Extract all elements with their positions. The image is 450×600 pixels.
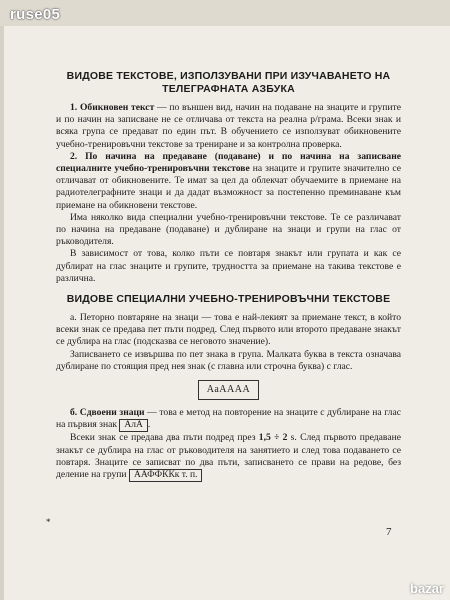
paragraph-1-lead: 1. Обикновен текст bbox=[70, 102, 155, 113]
example-box-2: АлА bbox=[119, 419, 147, 432]
margin-mark: * bbox=[46, 517, 51, 527]
interval-value: 1,5 ÷ 2 bbox=[258, 432, 288, 444]
paragraph-7-text: — това е метод на повторение на знаците с дублиране на глас на първия знак bbox=[56, 407, 401, 431]
bottom-watermark: bazar bbox=[410, 581, 444, 596]
paragraph-6: Записването се извършва по пет знака в група. Малката буква в текста означава дублиране по стоящия пред нея знак (с главна или строчна буква) с глас. bbox=[56, 348, 401, 372]
section-heading-2: ВИДОВЕ СПЕЦИАЛНИ УЧЕБНО-ТРЕНИРОВЪЧНИ ТЕКСТОВЕ bbox=[66, 293, 391, 306]
paragraph-2-text: на знаците и групите значително се отличават от обикновените. Те имат за цел да облекчат обучаемите в приемане на радиотелеграфните знаци и да дадат възможност за постепенно преминаване към приемане на обикновени текстове. bbox=[56, 163, 401, 211]
paragraph-1-text: — по външен вид, начин на подаване на знаците и групите и по начин на записване не се отличава от текста на реална р/грама. Всеки знак и всяка група се предават по един път. В обучението се използуват обикновените учебно-тренировъчни текстове за трениране и за контролна проверка. bbox=[56, 102, 401, 150]
page-number: 7 bbox=[386, 526, 392, 538]
paragraph-8 bbox=[56, 432, 401, 482]
paragraph-7: б. Сдвоени знаци — това е метод на повторение на знаците с дублиране на глас на първия знак АлА . bbox=[56, 407, 401, 431]
paragraph-2 bbox=[56, 151, 401, 212]
example-box-1: АаАААА bbox=[198, 380, 259, 400]
example-box-3: ААФФККк т. п. bbox=[129, 469, 202, 482]
page-binding-edge bbox=[0, 26, 4, 600]
paragraph-3: Има няколко вида специални учебно-тренировъчни текстове. Те се различават по начина на предаване (подаване) и дублиране на знаци и групи на глас от ръководителя. bbox=[56, 211, 401, 248]
top-bar bbox=[0, 0, 450, 26]
paragraph-8-text-a: Всеки знак се предава два пъти подред през bbox=[70, 432, 256, 444]
paragraph-1 bbox=[56, 102, 401, 151]
paragraph-5: а. Петорно повтаряне на знаци — това е най-лекият за приемане текст, в който всеки знак се предава пет пъти подред. След първото или второто предаване знакът се дублира на глас (подсказва се неговото значение). bbox=[56, 312, 401, 348]
section-heading-1: ВИДОВЕ ТЕКСТОВЕ, ИЗПОЛЗУВАНИ ПРИ ИЗУЧАВАНЕТО НА ТЕЛЕГРАФНАТА АЗБУКА bbox=[66, 70, 391, 95]
paragraph-4: В зависимост от това, колко пъти се повтаря знакът или групата и как се дублират на глас знаците и групите, трудността за приемане на такива текстове е различна. bbox=[56, 248, 401, 284]
paragraph-2-lead: 2. По начина на предаване (подаване) и по начина на записване специалните учебно-тренировъчни текстове bbox=[56, 150, 401, 175]
page-content bbox=[56, 70, 401, 482]
paragraph-8-text-b: s. След първото предаване знакът се дублира на глас от ръководителя на занятието и след това подаването се повтаря. Знаците се записват по два пъти, записването се прави на редове, без деление на групи bbox=[56, 432, 401, 481]
site-logo-watermark: ruse05 bbox=[10, 6, 61, 23]
paragraph-7-lead: б. Сдвоени знаци bbox=[70, 407, 145, 419]
example-box-1-line bbox=[56, 380, 401, 400]
